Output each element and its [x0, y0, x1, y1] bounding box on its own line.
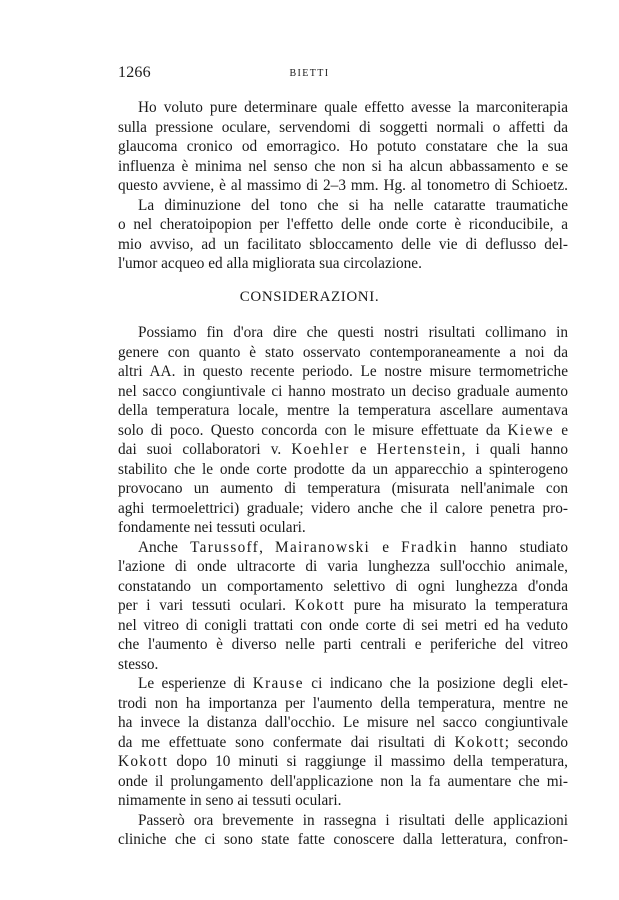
text-line: stabilito che le onde corte prodotte da un apparecchio a spinterogeno — [118, 460, 568, 478]
text-line: della temperatura locale, mentre la temperatura ascellare aumentava — [118, 402, 568, 419]
text-line: che l'aumento è diverso nelle parti centrali e periferiche del vitreo — [118, 636, 568, 653]
text-line: da me effettuate sono confermate dai risultati di Kokott; secondo — [118, 733, 568, 751]
text-line: Passerò ora brevemente in rassegna i risultati delle applicazioni — [138, 811, 568, 829]
text-line: genere con quanto è stato osservato contemporaneamente a noi da — [118, 343, 568, 361]
page-number: 1266 — [118, 64, 151, 81]
text-line: Possiamo fin d'ora dire che questi nostri risultati collimano in — [138, 324, 568, 341]
text-line: Ho voluto pure determinare quale effetto avesse la marconiterapia — [138, 99, 568, 116]
text-line: mio avviso, ad un facilitato sbloccamento delle vie di deflusso del- — [118, 235, 568, 253]
text-line: onde il prolungamento dell'applicazione non la fa aumentare che mi- — [118, 772, 568, 790]
text-line: Anche Tarussoff, Mairanowski e Fradkin hanno studiato — [138, 538, 568, 556]
text-line: La diminuzione del tono che si ha nelle cataratte traumatiche — [138, 196, 568, 214]
paragraph-block-1 — [118, 98, 568, 274]
text-line: Le esperienze di Krause ci indicano che la posizione degli elet- — [138, 675, 568, 692]
text-line: dai suoi collaboratori v. Koehler e Hertenstein, i quali hanno — [118, 441, 568, 458]
text-line: nel vitreo di conigli trattati con onde corte di sei metri ed ha veduto — [118, 616, 568, 634]
text-line: cliniche che ci sono state fatte conoscere dalla letteratura, confron- — [118, 831, 568, 848]
text-line: glaucoma cronico od emorragico. Ho potuto constatare che la sua — [118, 138, 568, 155]
text-line: nimamente in seno ai tessuti oculari. — [118, 792, 342, 809]
running-head: BIETTI — [289, 68, 330, 79]
text-line: trodi non ha importanza per l'aumento della temperatura, mentre ne — [118, 694, 568, 712]
section-heading: CONSIDERAZIONI. — [239, 289, 380, 305]
text-line: aghi termoelettrici) graduale; videro anche che il calore penetra pro- — [118, 499, 568, 517]
text-line: provocano un aumento di temperatura (misurata nell'animale con — [118, 480, 568, 497]
text-line: solo di poco. Questo concorda con le misure effettuate da Kiewe e — [118, 421, 568, 439]
text-line: Kokott dopo 10 minuti si raggiunge il massimo della temperatura, — [118, 753, 568, 770]
text-line: l'umor acqueo ed alla migliorata sua circolazione. — [118, 255, 422, 272]
text-line: questo avviene, è al massimo di 2–3 mm. Hg. al tonometro di Schioetz. — [118, 177, 568, 194]
text-line: per i vari tessuti oculari. Kokott pure ha misurato la temperatura — [118, 597, 568, 614]
text-line: sulla pressione oculare, servendomi di soggetti normali o affetti da — [118, 118, 568, 136]
text-line: nel sacco congiuntivale ci hanno mostrato un deciso graduale aumento — [118, 382, 568, 400]
text-line: influenza è minima nel senso che non si ha alcun abbassamento e se — [118, 157, 568, 175]
text-line: fondamente nei tessuti oculari. — [118, 519, 306, 536]
text-line: altri AA. in questo recente periodo. Le nostre misure termometriche — [118, 363, 568, 380]
text-line: constatando un comportamento selettivo di ogni lunghezza d'onda — [118, 577, 568, 595]
paragraph-block-2 — [118, 323, 568, 850]
text-line: l'azione di onde ultracorte di varia lunghezza sull'occhio animale, — [118, 558, 568, 575]
text-line: ha invece la distanza dall'occhio. Le misure nel sacco congiuntivale — [118, 714, 568, 731]
text-line: o nel cheratoipopion per l'effetto delle onde corte è riconducibile, a — [118, 216, 568, 233]
text-line: stesso. — [118, 655, 159, 673]
